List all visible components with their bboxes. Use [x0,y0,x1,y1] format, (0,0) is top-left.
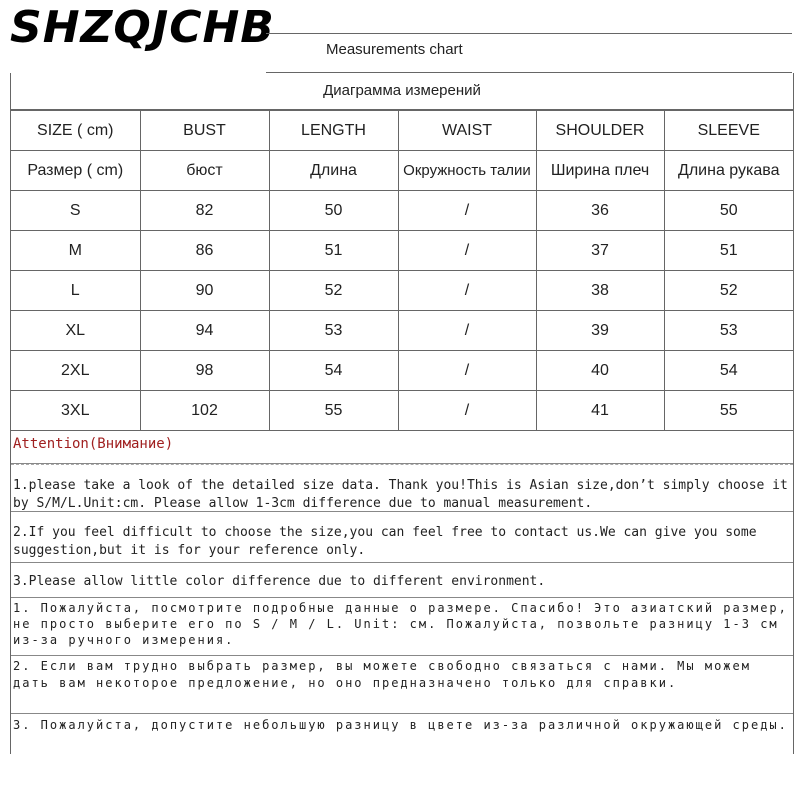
table-cell: 52 [664,271,793,311]
table-cell: / [398,391,536,431]
table-cell: 36 [536,191,664,231]
header-cell: SLEEVE [664,111,793,151]
table-cell: 102 [140,391,269,431]
header-cell: LENGTH [269,111,398,151]
table-cell: XL [11,311,140,351]
note-en-1: 1.please take a look of the detailed size data. Thank you!This is Asian size,don’t simply choose it by S/M/L.Unit:cm. Please allow 1-3cm difference due to manual measurement. [11,464,793,512]
header-cell: Размер ( cm) [11,151,140,191]
table-cell: 82 [140,191,269,231]
table-cell: / [398,351,536,391]
table-cell: 94 [140,311,269,351]
attention-heading: Attention(Внимание) [11,425,793,464]
table-row [11,191,793,231]
size-table [11,110,793,431]
table-cell: 52 [269,271,398,311]
table-cell: / [398,271,536,311]
table-cell: 50 [269,191,398,231]
table-cell: 51 [269,231,398,271]
table-cell: 54 [269,351,398,391]
table-row [11,231,793,271]
header-cell: SHOULDER [536,111,664,151]
chart-title-ru: Диаграмма измерений [11,73,793,110]
table-cell: 41 [536,391,664,431]
header-cell: Окружность талии [398,151,536,191]
table-cell: 51 [664,231,793,271]
table-cell: L [11,271,140,311]
note-en-2: 2.If you feel difficult to choose the size,you can feel free to contact us.We can give you some suggestion,but it is for your reference only. [11,512,793,563]
notes-section [10,425,794,754]
table-cell: S [11,191,140,231]
table-cell: 98 [140,351,269,391]
brand-logo: SHZQJCHB [10,2,275,53]
table-cell: / [398,231,536,271]
header-row-en [11,111,793,151]
header-cell: WAIST [398,111,536,151]
measurements-sheet [10,73,794,431]
header-cell: Длина [269,151,398,191]
table-cell: M [11,231,140,271]
table-cell: 53 [664,311,793,351]
header-cell: бюст [140,151,269,191]
header-cell: Ширина плеч [536,151,664,191]
table-cell: 86 [140,231,269,271]
table-cell: 2XL [11,351,140,391]
table-row [11,271,793,311]
chart-title-en: Measurements chart [326,41,463,58]
chart-title-box [266,33,792,73]
table-cell: 54 [664,351,793,391]
table-cell: 50 [664,191,793,231]
table-cell: 37 [536,231,664,271]
table-cell: 3XL [11,391,140,431]
note-ru-1: 1. Пожалуйста, посмотрите подробные данные о размере. Спасибо! Это азиатский размер, не просто выберите его по S / M / L. Unit: см. Пожалуйста, позвольте разницу 1-3 см из-за ручного измерения. [11,598,793,656]
header-cell: BUST [140,111,269,151]
table-cell: 40 [536,351,664,391]
header-cell: Длина рукава [664,151,793,191]
note-ru-2: 2. Если вам трудно выбрать размер, вы можете свободно связаться с нами. Мы можем дать вам некоторое предложение, но оно предназначено только для справки. [11,656,793,714]
table-cell: 53 [269,311,398,351]
note-ru-3: 3. Пожалуйста, допустите небольшую разницу в цвете из-за различной окружающей среды. [13,718,788,732]
table-cell: 55 [664,391,793,431]
table-cell: 90 [140,271,269,311]
note-en-3: 3.Please allow little color difference due to different environment. [11,563,793,598]
table-cell: / [398,191,536,231]
table-cell: 38 [536,271,664,311]
table-cell: / [398,311,536,351]
table-row [11,311,793,351]
table-cell: 39 [536,311,664,351]
table-row [11,351,793,391]
header-row-ru [11,151,793,191]
table-cell: 55 [269,391,398,431]
header-cell: SIZE ( cm) [11,111,140,151]
